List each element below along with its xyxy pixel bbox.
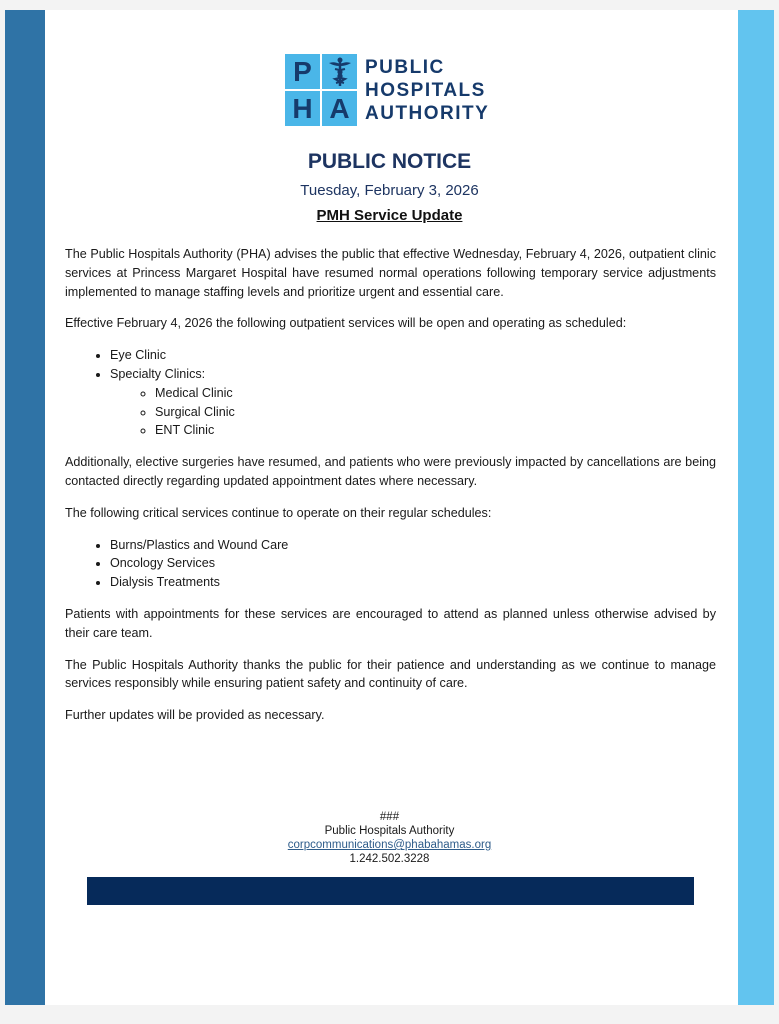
- list-item: ◦ Surgical Clinic: [155, 403, 716, 422]
- pha-logo: [285, 53, 489, 127]
- logo-letter-a: A: [322, 91, 357, 126]
- list-item: • Oncology Services: [110, 554, 716, 573]
- footer-marker: ###: [379, 811, 400, 823]
- paragraph-critical: The following critical services continue to operate on their regular schedules:: [65, 505, 492, 520]
- logo-line-public: PUBLIC: [365, 56, 445, 78]
- paragraph-thanks: The Public Hospitals Authority thanks the public for their patience and understanding as we continue to manage services responsibly while ensuring patient safety and continuity of care.: [65, 657, 716, 691]
- list-item: • Burns/Plastics and Wound Care: [110, 536, 716, 555]
- specialty-clinics-list: [110, 384, 716, 440]
- notice-title: PUBLIC NOTICE: [307, 150, 472, 173]
- logo-line-hospitals: HOSPITALS: [365, 79, 486, 101]
- notice-subtitle: PMH Service Update: [316, 207, 463, 224]
- list-item: • Dialysis Treatments: [110, 573, 716, 592]
- notice-date: Tuesday, February 3, 2026: [300, 182, 479, 199]
- logo-letter-p: P: [285, 54, 320, 89]
- paragraph-surgeries: Additionally, elective surgeries have resumed, and patients who were previously impacted by cancellations are being contacted directly regarding updated appointment dates where necessary.: [65, 455, 716, 488]
- list-item: • Eye Clinic: [110, 346, 716, 365]
- footer-org: Public Hospitals Authority: [324, 825, 455, 837]
- notice-body: [65, 245, 716, 738]
- bottom-color-band: [87, 877, 694, 905]
- logo-mark: [285, 54, 357, 126]
- logo-letter-h: H: [285, 91, 320, 126]
- logo-line-authority: AUTHORITY: [365, 102, 490, 124]
- list-item: ◦ ENT Clinic: [155, 421, 716, 440]
- list-item: • Specialty Clinics: ◦ Medical Clinic ◦ Surgical Clinic ◦ ENT Clinic: [110, 365, 716, 440]
- critical-services-list: [65, 536, 716, 592]
- outpatient-services-list: [65, 346, 716, 440]
- caduceus-icon: [322, 54, 357, 89]
- paragraph-updates: Further updates will be provided as necessary.: [65, 708, 325, 723]
- paragraph-intro: The Public Hospitals Authority (PHA) advises the public that effective Wednesday, February 4, 2026, outpatient clinic services at Princess Margaret Hospital have resumed normal operations following temporary service adjustments implemented to manage staffing levels and prioritize urgent and essential care.: [65, 247, 716, 299]
- paragraph-appointments: Patients with appointments for these services are encouraged to attend as planned unless otherwise advised by their care team.: [65, 606, 716, 640]
- list-item: ◦ Medical Clinic: [155, 384, 716, 403]
- logo-wordmark: [365, 56, 489, 125]
- footer-phone: 1.242.502.3228: [349, 853, 430, 865]
- footer-email-link[interactable]: corpcommunications@phabahamas.org: [287, 839, 492, 851]
- paragraph-effective: Effective February 4, 2026 the following outpatient services will be open and operating as scheduled:: [65, 316, 627, 331]
- notice-footer: [0, 810, 779, 866]
